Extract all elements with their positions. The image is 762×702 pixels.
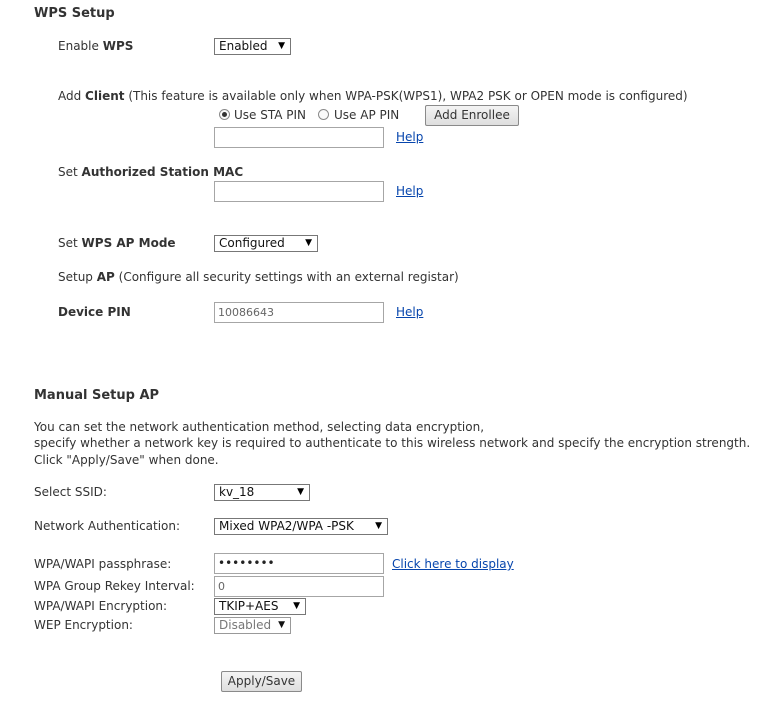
wps-ap-mode-label: Set WPS AP Mode: [58, 236, 176, 250]
setup-ap-label: Setup AP (Configure all security settings with an external registar): [58, 270, 459, 284]
chevron-down-icon: ▼: [305, 238, 312, 248]
wpa-encryption-value: TKIP+AES: [219, 599, 279, 613]
rekey-interval-label: WPA Group Rekey Interval:: [34, 579, 195, 593]
manual-desc-line2: specify whether a network key is required to authenticate to this wireless network and specify the encryption strength.: [34, 436, 751, 450]
select-ssid-label: Select SSID:: [34, 485, 107, 499]
wep-encryption-value: Disabled: [219, 618, 272, 632]
add-client-label: Add Client (This feature is available only when WPA-PSK(WPS1), WPA2 PSK or OPEN mode is configured): [58, 89, 688, 103]
network-auth-select[interactable]: [214, 518, 388, 535]
rekey-interval-input[interactable]: 0: [214, 576, 384, 597]
manual-desc-line3: Click "Apply/Save" when done.: [34, 453, 219, 467]
passphrase-input[interactable]: ••••••••: [214, 553, 384, 574]
client-pin-help-link[interactable]: Help: [396, 130, 424, 144]
authorized-mac-input[interactable]: [214, 181, 384, 202]
authorized-mac-label: Set Authorized Station MAC: [58, 165, 244, 179]
wps-section-title: WPS Setup: [34, 6, 115, 21]
device-pin-help-link[interactable]: Help: [396, 305, 424, 319]
apply-save-button[interactable]: Apply/Save: [221, 671, 302, 692]
show-passphrase-link[interactable]: Click here to display: [392, 557, 514, 571]
ssid-value: kv_18: [219, 485, 255, 499]
chevron-down-icon: ▼: [297, 487, 304, 497]
chevron-down-icon: ▼: [278, 41, 285, 51]
device-pin-input[interactable]: 10086643: [214, 302, 384, 323]
ssid-select[interactable]: [214, 484, 310, 501]
chevron-down-icon: ▼: [293, 601, 300, 611]
wpa-encryption-select[interactable]: [214, 598, 306, 615]
use-ap-pin-label: Use AP PIN: [334, 108, 400, 122]
manual-desc-line1: You can set the network authentication method, selecting data encryption,: [34, 420, 485, 434]
authorized-mac-help-link[interactable]: Help: [396, 184, 424, 198]
network-auth-label: Network Authentication:: [34, 519, 181, 533]
chevron-down-icon: ▼: [278, 620, 285, 630]
wps-ap-mode-value: Configured: [219, 236, 285, 250]
wep-encryption-select[interactable]: [214, 617, 291, 634]
use-sta-pin-label: Use STA PIN: [234, 108, 307, 122]
network-auth-value: Mixed WPA2/WPA -PSK: [219, 519, 354, 533]
client-pin-input[interactable]: [214, 127, 384, 148]
add-enrollee-button[interactable]: Add Enrollee: [425, 105, 519, 126]
enable-wps-select[interactable]: [214, 38, 291, 55]
manual-setup-title: Manual Setup AP: [34, 388, 160, 403]
radio-unselected-icon[interactable]: [318, 109, 329, 120]
enable-wps-label: Enable WPS: [58, 39, 134, 53]
enable-wps-value: Enabled: [219, 39, 268, 53]
chevron-down-icon: ▼: [375, 521, 382, 531]
radio-selected-icon[interactable]: [219, 109, 230, 120]
wpa-encryption-label: WPA/WAPI Encryption:: [34, 599, 168, 613]
passphrase-label: WPA/WAPI passphrase:: [34, 557, 172, 571]
wep-encryption-label: WEP Encryption:: [34, 618, 133, 632]
wps-ap-mode-select[interactable]: [214, 235, 318, 252]
device-pin-label: Device PIN: [58, 305, 131, 319]
